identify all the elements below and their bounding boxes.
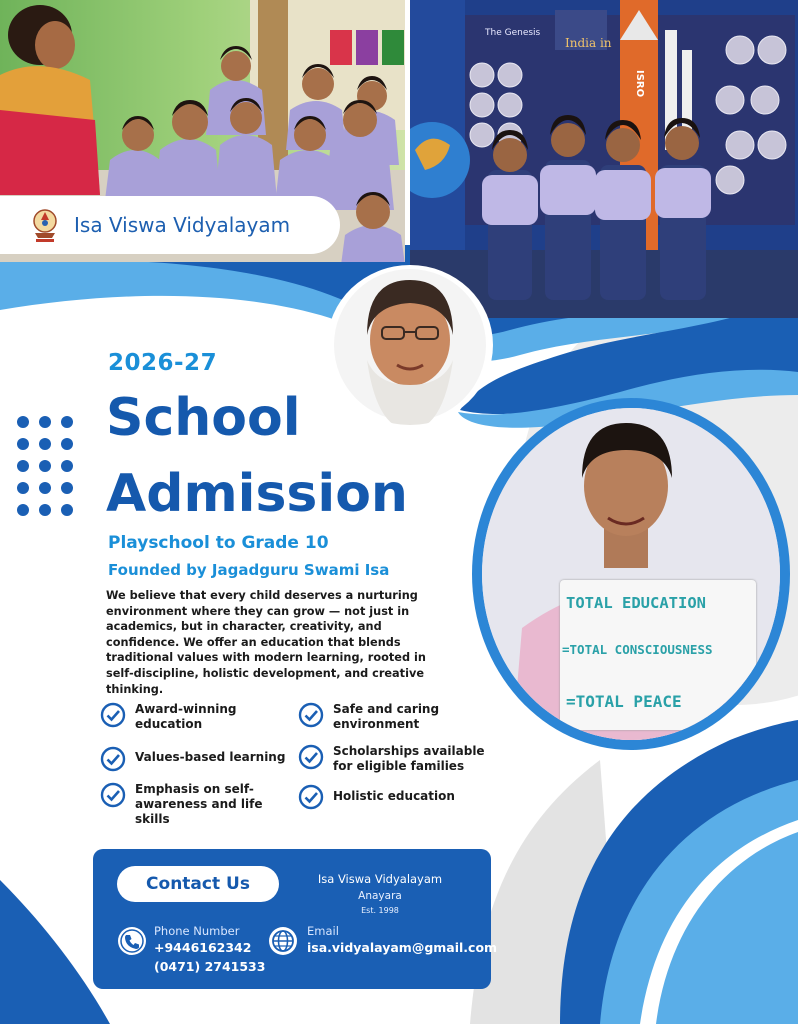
phone-icon	[116, 925, 148, 957]
contact-established: Est. 1998	[361, 906, 399, 915]
dot-grid-decoration	[14, 410, 78, 522]
sign-line-3: =TOTAL PEACE	[566, 692, 682, 711]
rocket-label: ISRO	[634, 70, 645, 98]
feature-label: Award-winning education	[135, 702, 237, 731]
sign-line-2: =TOTAL CONSCIOUSNESS	[562, 642, 713, 657]
feature-label: Safe and caring environment	[333, 702, 440, 731]
founder-line: Founded by Jagadguru Swami Isa	[108, 561, 390, 579]
phone-label: Phone Number	[154, 924, 240, 938]
check-circle-icon	[298, 784, 324, 810]
brand-name: Isa Viswa Vidyalayam	[74, 213, 291, 237]
student-photo-inner	[482, 408, 780, 740]
check-circle-icon	[298, 702, 324, 728]
phone-number-2[interactable]: (0471) 2741533	[154, 959, 266, 974]
sign-line-1: TOTAL EDUCATION	[566, 594, 706, 612]
school-logo-icon	[30, 205, 60, 245]
title-line-2: Admission	[106, 464, 408, 524]
feature-label: Holistic education	[333, 789, 455, 803]
title-line-1: School	[106, 388, 301, 448]
founder-portrait	[327, 265, 493, 425]
phone-number-1[interactable]: +9446162342	[154, 940, 252, 955]
email-address[interactable]: isa.vidyalayam@gmail.com	[307, 940, 498, 955]
feature-item	[100, 746, 290, 772]
science-exhibit-photo	[410, 0, 798, 318]
feature-label: Values-based learning	[135, 750, 286, 764]
feature-item	[298, 784, 478, 810]
feature-label: Emphasis on self-awareness and life skills	[135, 782, 263, 826]
globe-email-icon	[267, 925, 299, 957]
check-circle-icon	[100, 746, 126, 772]
contact-us-button[interactable]: Contact Us	[117, 866, 279, 902]
email-label: Email	[307, 924, 339, 938]
exhibit-banner-text-2: India in	[565, 36, 612, 50]
contact-location: Anayara	[358, 890, 402, 902]
check-circle-icon	[100, 702, 126, 728]
grade-range: Playschool to Grade 10	[108, 533, 329, 553]
check-circle-icon	[100, 782, 126, 808]
check-circle-icon	[298, 744, 324, 770]
sign-board	[560, 580, 756, 730]
admission-year: 2026-27	[108, 350, 218, 376]
exhibit-banner-text: The Genesis	[485, 28, 541, 38]
feature-item	[298, 744, 498, 774]
brand-header	[0, 196, 340, 254]
feature-label: Scholarships available for eligible families	[333, 744, 485, 773]
description-paragraph: We believe that every child deserves a nurturing environment where they can grow — not just in academics, but in character, creativity, and confidence. We offer an education that blends traditional values with modern learning, rooted in self-discipline, holistic development, and creative thinking.	[106, 589, 426, 696]
feature-item	[100, 702, 270, 732]
feature-item	[298, 702, 478, 732]
contact-school-name: Isa Viswa Vidyalayam	[317, 872, 443, 886]
feature-item	[100, 782, 290, 827]
